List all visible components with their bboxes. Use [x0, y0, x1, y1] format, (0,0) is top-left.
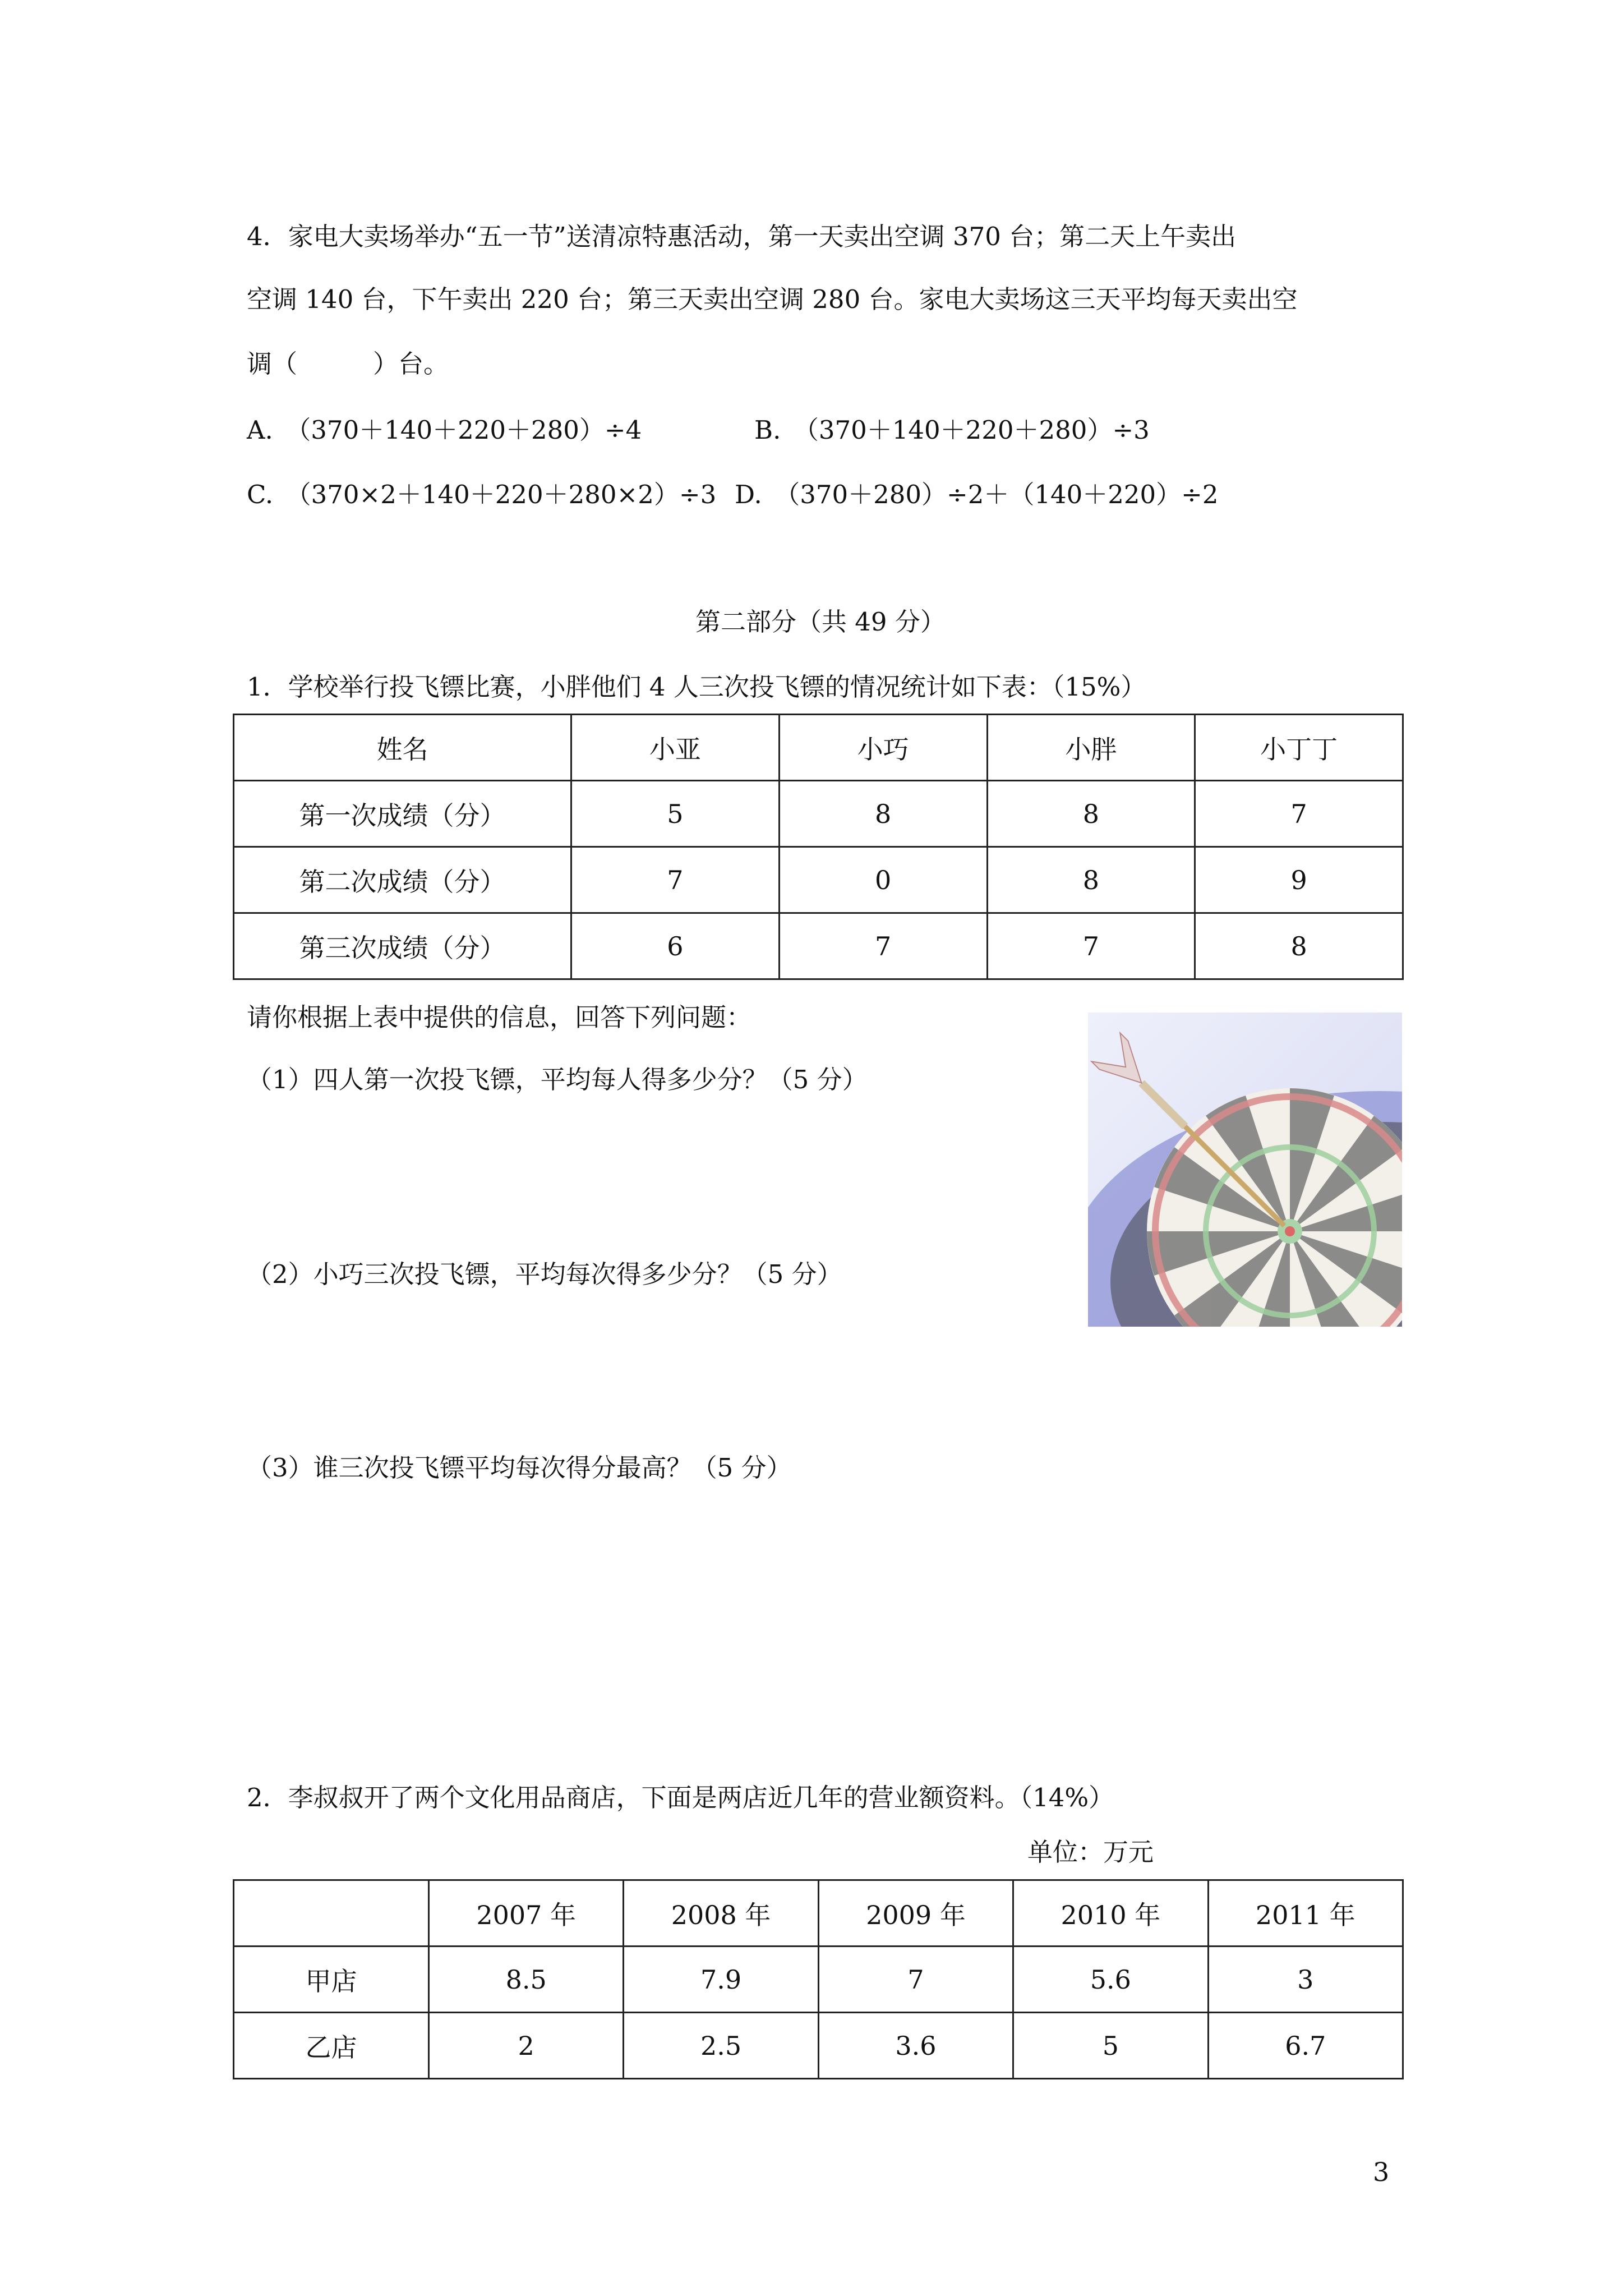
table-cell: 0 — [779, 847, 987, 913]
table-cell: 5 — [571, 781, 780, 847]
table-cell: 3.6 — [818, 2013, 1013, 2079]
table-cell: 7 — [779, 913, 987, 979]
table-cell: 5 — [1013, 2013, 1208, 2079]
store-revenue-table — [233, 1879, 1404, 2079]
q4-line-3: 调（ ）台。 — [247, 349, 449, 379]
row-label: 甲店 — [234, 1947, 429, 2013]
table-cell: 8 — [1195, 913, 1403, 979]
table-header-cell: 2008 年 — [624, 1880, 818, 1947]
row-label: 第三次成绩（分） — [234, 913, 571, 979]
table-cell: 2.5 — [624, 2013, 818, 2079]
table-cell: 8 — [779, 781, 987, 847]
table-header-cell: 小胖 — [987, 715, 1195, 781]
page-number: 3 — [1373, 2157, 1390, 2187]
unit-label: 单位：万元 — [1027, 1837, 1154, 1867]
problem1-prompt: 请你根据上表中提供的信息，回答下列问题： — [247, 1002, 752, 1032]
q4-option-a: A. （370＋140＋220＋280）÷4 — [247, 415, 642, 445]
problem2-intro: 2．李叔叔开了两个文化用品商店，下面是两店近几年的营业额资料。（14%） — [247, 1783, 1114, 1812]
table-header-row — [234, 1880, 1403, 1947]
table-cell: 7 — [987, 913, 1195, 979]
table-cell: 7.9 — [624, 1947, 818, 2013]
table-row — [234, 847, 1403, 913]
table-cell: 7 — [818, 1947, 1013, 2013]
row-label: 第一次成绩（分） — [234, 781, 571, 847]
table-header-cell: 2011 年 — [1208, 1880, 1403, 1947]
problem1-question-1: （1）四人第一次投飞镖，平均每人得多少分？（5 分） — [247, 1065, 868, 1094]
table-header-cell: 姓名 — [234, 715, 571, 781]
table-row — [234, 781, 1403, 847]
table-cell: 2 — [429, 2013, 624, 2079]
row-label: 第二次成绩（分） — [234, 847, 571, 913]
table-row — [234, 2013, 1403, 2079]
table-cell: 6 — [571, 913, 780, 979]
dartboard-image — [1088, 1013, 1402, 1327]
table-cell: 8 — [987, 847, 1195, 913]
q4-option-b: B. （370＋140＋220＋280）÷3 — [754, 415, 1150, 445]
table-header-cell: 小巧 — [779, 715, 987, 781]
row-label: 乙店 — [234, 2013, 429, 2079]
table-row — [234, 1947, 1403, 2013]
part2-title: 第二部分（共 49 分） — [695, 607, 946, 637]
table-cell: 7 — [1195, 781, 1403, 847]
table-row — [234, 913, 1403, 979]
q4-line-2: 空调 140 台，下午卖出 220 台；第三天卖出空调 280 台。家电大卖场这三天平均每天卖出空 — [247, 284, 1298, 314]
table-header-cell — [234, 1880, 429, 1947]
table-cell: 3 — [1208, 1947, 1403, 2013]
q4-option-d: D. （370＋280）÷2＋（140＋220）÷2 — [735, 480, 1219, 509]
table-header-cell: 2010 年 — [1013, 1880, 1208, 1947]
table-cell: 7 — [571, 847, 780, 913]
problem1-question-2: （2）小巧三次投飞镖，平均每次得多少分？（5 分） — [247, 1259, 842, 1289]
table-cell: 5.6 — [1013, 1947, 1208, 2013]
q4-option-c: C. （370×2＋140＋220＋280×2）÷3 — [247, 480, 717, 509]
table-cell: 8.5 — [429, 1947, 624, 2013]
table-header-row — [234, 715, 1403, 781]
table-header-cell: 2009 年 — [818, 1880, 1013, 1947]
problem1-question-3: （3）谁三次投飞镖平均每次得分最高？（5 分） — [247, 1453, 792, 1483]
dart-scores-table — [233, 714, 1404, 980]
table-cell: 6.7 — [1208, 2013, 1403, 2079]
table-cell: 9 — [1195, 847, 1403, 913]
table-header-cell: 小亚 — [571, 715, 780, 781]
problem1-intro: 1．学校举行投飞镖比赛，小胖他们 4 人三次投飞镖的情况统计如下表：（15%） — [247, 672, 1146, 702]
table-header-cell: 2007 年 — [429, 1880, 624, 1947]
table-cell: 8 — [987, 781, 1195, 847]
table-header-cell: 小丁丁 — [1195, 715, 1403, 781]
q4-line-1: 4．家电大卖场举办“五一节”送清凉特惠活动，第一天卖出空调 370 台；第二天上午卖出 — [247, 222, 1237, 251]
